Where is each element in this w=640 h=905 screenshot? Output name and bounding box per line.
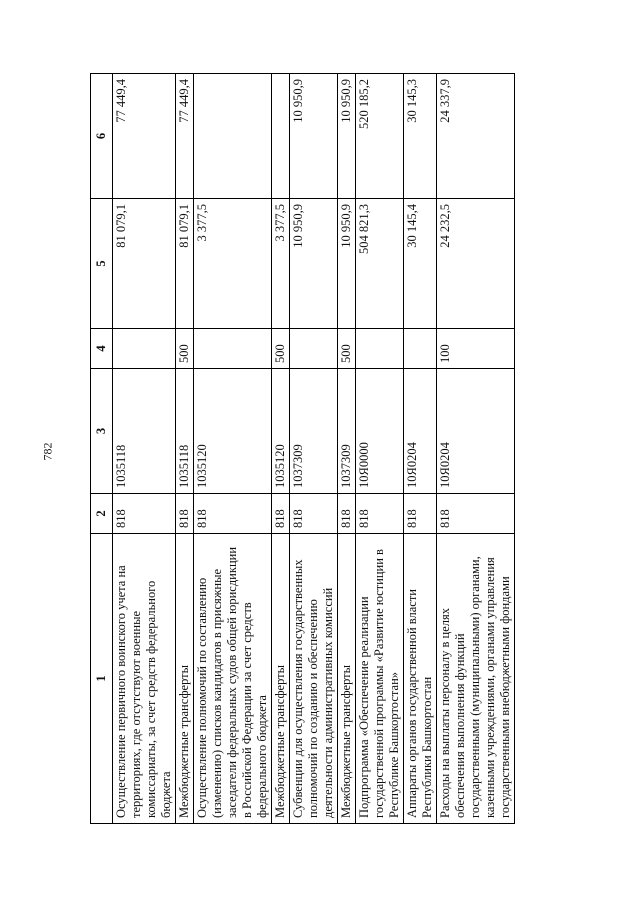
row-target-code: 1035120 [272,369,290,494]
row-amount-1: 24 232,5 [437,199,515,329]
row-amount-1: 3 377,5 [194,199,272,329]
header-col-2: 2 [91,494,113,534]
row-amount-1: 30 145,4 [404,199,437,329]
budget-table [90,73,515,824]
row-expense-type [356,329,404,369]
row-name: Подпрограмма «Обеспечение реализации государственной программы «Развитие юстиции в Республике Башкортостан» [356,534,404,824]
row-amount-2: 10 950,9 [338,74,356,199]
row-ministry-code: 818 [290,494,338,534]
row-expense-type: 500 [176,329,194,369]
row-amount-1: 81 079,1 [113,199,176,329]
row-amount-2: 10 950,9 [290,74,338,199]
row-amount-1: 81 079,1 [176,199,194,329]
table-row [338,74,356,824]
table-row [194,74,272,824]
row-target-code: 1035118 [113,369,176,494]
row-amount-1: 504 821,3 [356,199,404,329]
rotated-page-wrapper [90,74,590,824]
header-col-1: 1 [91,534,113,824]
row-expense-type: 100 [437,329,515,369]
row-ministry-code: 818 [176,494,194,534]
table-row [437,74,515,824]
row-ministry-code: 818 [437,494,515,534]
rotated-table-container [90,74,590,824]
row-target-code: 1035118 [176,369,194,494]
row-target-code: 10Я0204 [437,369,515,494]
row-ministry-code: 818 [113,494,176,534]
row-target-code: 10Я0204 [404,369,437,494]
row-amount-2: 30 145,3 [404,74,437,199]
row-target-code: 1037309 [290,369,338,494]
row-ministry-code: 818 [272,494,290,534]
row-expense-type: 500 [272,329,290,369]
row-ministry-code: 818 [404,494,437,534]
row-ministry-code: 818 [194,494,272,534]
row-expense-type [113,329,176,369]
header-col-6: 6 [91,74,113,199]
table-header-row [91,74,113,824]
row-name: Расходы на выплаты персоналу в целях обеспечения выполнения функций государственными (муниципальными) органами, казенными учреждениями, органами управления государственными внебюджетными фондами [437,534,515,824]
header-col-3: 3 [91,369,113,494]
row-expense-type: 500 [338,329,356,369]
row-target-code: 10Я0000 [356,369,404,494]
row-name: Межбюджетные трансферты [338,534,356,824]
row-amount-2: 24 337,9 [437,74,515,199]
row-ministry-code: 818 [356,494,404,534]
table-row [290,74,338,824]
row-amount-2: 77 449,4 [176,74,194,199]
row-expense-type [194,329,272,369]
table-row [404,74,437,824]
page-number: 782 [40,442,55,461]
row-amount-1: 10 950,9 [290,199,338,329]
row-amount-1: 3 377,5 [272,199,290,329]
row-amount-1: 10 950,9 [338,199,356,329]
row-expense-type [404,329,437,369]
row-name: Межбюджетные трансферты [176,534,194,824]
header-col-5: 5 [91,199,113,329]
table-row [176,74,194,824]
table-row [356,74,404,824]
table-row [272,74,290,824]
row-amount-2 [272,74,290,199]
row-name: Осуществление полномочий по составлению (изменению) списков кандидатов в присяжные заседатели федеральных судов общей юрисдикции в Российской Федерации за счет средств федерального бюджета [194,534,272,824]
row-amount-2: 520 185,2 [356,74,404,199]
row-name: Осуществление первичного воинского учета на территориях, где отсутствуют военные комиссариаты, за счет средств федерального бюджета [113,534,176,824]
row-target-code: 1035120 [194,369,272,494]
row-ministry-code: 818 [338,494,356,534]
row-name: Аппараты органов государственной власти Республики Башкортостан [404,534,437,824]
row-target-code: 1037309 [338,369,356,494]
row-amount-2 [194,74,272,199]
header-col-4: 4 [91,329,113,369]
row-amount-2: 77 449,4 [113,74,176,199]
row-expense-type [290,329,338,369]
table-row [113,74,176,824]
row-name: Межбюджетные трансферты [272,534,290,824]
row-name: Субвенции для осуществления государственных полномочий по созданию и обеспечению деятельности административных комиссий [290,534,338,824]
